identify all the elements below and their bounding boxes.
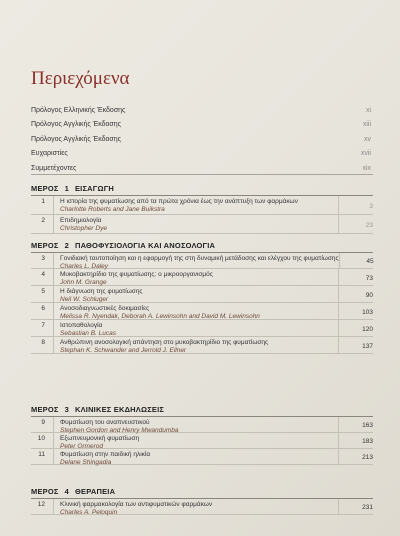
part-title: ΘΕΡΑΠΕΙΑ (74, 487, 116, 496)
chapter-row (31, 337, 373, 354)
chapter-row (31, 286, 373, 303)
part-heading (31, 241, 373, 250)
chapter-text (54, 215, 338, 233)
chapter-text (54, 449, 338, 467)
chapter-page: 137 (362, 342, 373, 350)
chapter-title: Φυματίωση του αναπνευστικού (60, 419, 150, 426)
chapter-authors: Melissa R. Nyendak, Deborah A. Lewinsohn and David M. Lewinsohn (60, 313, 260, 320)
front-matter-label: Πρόλογος Αγγλικής Έκδοσης (31, 121, 121, 129)
chapter-authors: Charles L. Daley (60, 263, 109, 270)
chapter-page: 73 (365, 274, 373, 282)
front-matter-row (31, 147, 371, 162)
chapter-number: 5 (41, 288, 45, 295)
chapter-row (31, 269, 373, 286)
front-matter-row (31, 118, 371, 133)
front-matter-page: xvii (360, 150, 371, 158)
front-matter-page: xiii (362, 121, 371, 129)
chapter-number: 8 (41, 339, 45, 346)
chapter-number: 7 (41, 322, 45, 329)
part-number: 2 (64, 241, 69, 250)
chapter-authors: John M. Grange (60, 279, 107, 286)
front-matter-page: xix (362, 164, 371, 172)
chapter-page: 3 (369, 202, 373, 210)
chapter-page: 120 (362, 325, 373, 333)
chapter-authors: Neil W. Schluger (60, 296, 109, 303)
chapter-row (31, 253, 373, 269)
part-section (31, 405, 373, 465)
chapter-row (31, 433, 373, 449)
part-number: 4 (64, 487, 69, 496)
part-heading (31, 405, 373, 414)
part-title: ΚΛΙΝΙΚΕΣ ΕΚΔΗΛΩΣΕΙΣ (74, 405, 165, 414)
chapter-number: 6 (41, 305, 45, 312)
chapter-number: 12 (37, 501, 45, 508)
front-matter-label: Ευχαριστίες (31, 150, 68, 158)
chapter-number: 9 (41, 419, 45, 426)
front-matter-label: Πρόλογος Αγγλικής Έκδοσης (31, 135, 121, 143)
chapter-row (31, 303, 373, 320)
chapter-number: 1 (41, 198, 45, 205)
chapter-number: 2 (41, 217, 45, 224)
chapter-authors: Stephen Gordon and Henry Mwandumba (60, 427, 179, 434)
part-section (31, 487, 373, 515)
chapter-authors: Christopher Dye (60, 225, 107, 232)
chapter-row (31, 417, 373, 433)
part-heading (31, 184, 373, 193)
part-number: 3 (64, 405, 69, 414)
chapter-title: Επιδημιολογία (60, 217, 102, 224)
chapter-page: 183 (362, 438, 373, 445)
front-matter-row (31, 103, 371, 118)
chapter-title: Μυκοβακτηρίδιο της φυματίωσης: ο μικροοργανισμός (60, 271, 213, 278)
part-label: ΜΕΡΟΣ (31, 405, 59, 414)
chapter-title: Εξωπνευμονική φυματίωση (60, 435, 140, 442)
part-number: 1 (64, 184, 69, 193)
chapter-number: 4 (41, 271, 45, 278)
chapter-authors: Charlotte Roberts and Jane Buikstra (60, 206, 165, 213)
part-section (31, 241, 373, 354)
front-matter-divider (31, 174, 373, 175)
front-matter-row (31, 132, 371, 147)
chapter-text (54, 337, 338, 355)
page-title: Περιεχόμενα (31, 68, 130, 89)
part-label: ΜΕΡΟΣ (31, 184, 59, 193)
chapter-title: Φυματίωση στην παιδική ηλικία (60, 451, 151, 458)
chapter-text (54, 196, 338, 214)
part-label: ΜΕΡΟΣ (31, 487, 59, 496)
part-heading (31, 487, 373, 496)
chapter-authors: Charles A. Peloquin (60, 509, 118, 516)
chapter-row (31, 449, 373, 465)
chapter-authors: Stephan K. Schwander and Jerrold J. Ellner (60, 347, 187, 354)
chapter-number: 3 (41, 255, 45, 262)
chapter-page: 213 (362, 454, 373, 461)
chapter-authors: Peter Ormerod (60, 443, 103, 450)
chapter-text (54, 499, 338, 517)
part-title: ΠΑΘΟΦΥΣΙΟΛΟΓΙΑ ΚΑΙ ΑΝΟΣΟΛΟΓΙΑ (74, 241, 216, 250)
chapter-title: Ιστοπαθολογία (60, 322, 103, 329)
chapter-authors: Sebastian B. Lucas (60, 330, 117, 337)
part-label: ΜΕΡΟΣ (31, 241, 59, 250)
chapter-row (31, 320, 373, 337)
part-title: ΕΙΣΑΓΩΓΗ (74, 184, 115, 193)
front-matter-page: xi (365, 106, 371, 114)
chapter-authors: Delane Shingadia (60, 459, 112, 466)
chapter-text (54, 303, 338, 321)
chapter-number: 11 (38, 451, 45, 458)
front-matter-list (31, 103, 371, 176)
chapter-text (54, 286, 338, 304)
front-matter-page: xv (364, 135, 371, 143)
chapter-text (54, 269, 338, 287)
chapter-title: Ανοσοδιαγνωστικές δοκιμασίες (60, 305, 150, 312)
chapter-page: 163 (362, 422, 373, 429)
chapter-title: Η διάγνωση της φυματίωσης (60, 288, 143, 295)
part-section (31, 184, 373, 234)
front-matter-label: Συμμετέχοντες (31, 164, 77, 172)
front-matter-label: Πρόλογος Ελληνικής Έκδοσης (31, 106, 126, 114)
chapter-row (31, 215, 373, 234)
chapter-page: 231 (362, 504, 373, 511)
chapter-row (31, 196, 373, 215)
chapter-page: 103 (362, 308, 373, 316)
chapter-number: 10 (37, 435, 45, 442)
chapter-title: Η ιστορία της φυματίωσης από τα πρώτα χρόνια έως την ανάπτυξη των φαρμάκων (60, 198, 298, 205)
chapter-text (54, 320, 338, 338)
chapter-title: Ανθρώπινη ανοσολογική απάντηση στο μυκοβακτηρίδιο της φυματίωσης (60, 339, 269, 346)
chapter-title: Γονιδιακή ταυτοποίηση και η εφαρμογή της στη δυναμική μετάδοσης και ελέγχου της φυματίωσης (60, 255, 339, 262)
chapter-row (31, 499, 373, 515)
chapter-title: Κλινική φαρμακολογία των αντιφυματικών φαρμάκων (60, 501, 213, 508)
chapter-page: 90 (365, 291, 373, 299)
chapter-page: 23 (365, 221, 373, 229)
chapter-page: 45 (366, 258, 374, 265)
